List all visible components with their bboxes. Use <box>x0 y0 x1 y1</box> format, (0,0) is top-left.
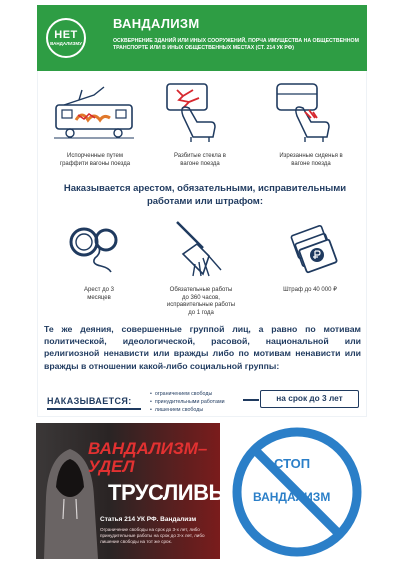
badge-big-text: НЕТ <box>54 29 78 41</box>
punishment-heading: Наказывается арестом, обязательными, исправительными работами или штрафом: <box>63 183 347 207</box>
group-offense-paragraph: Те же деяния, совершенные группой лиц, а равно по мотивам политической, идеологической, расовой, национальной или религиозной ненависти или вражды либо по мотивам ненависти или вражды в отношении какой-либо социальной группы: <box>44 324 361 371</box>
punishment-caption-works: Обязательные работы до 360 часов, исправительные работы до 1 года <box>166 287 236 316</box>
cut-seat-icon <box>275 82 335 142</box>
penalty-connector-line <box>243 399 259 401</box>
offense-caption-seat: Изрезанные сиденья в вагоне поезда <box>279 153 343 167</box>
broom-icon <box>173 218 228 280</box>
vandalism-word: ВАНДАЛИЗМ <box>253 490 331 504</box>
penalty-option: • лишением свободы <box>150 406 225 414</box>
penalty-options-list <box>150 390 225 414</box>
page-title: ВАНДАЛИЗМ <box>113 16 200 31</box>
broken-window-icon <box>163 82 223 142</box>
poster-description: Ограничение свободы на срок до 3-х лет, либо принудительные работы на срок до 3-х лет, либо лишение свободы на тот же срок. <box>100 527 205 544</box>
offense-caption-window: Разбитые стекла в вагоне поезда <box>173 153 226 167</box>
graffiti-train-icon <box>54 85 134 140</box>
stop-word: СТОП <box>274 456 311 471</box>
penalty-label: НАКАЗЫВАЕТСЯ: <box>47 396 132 406</box>
poster-headline: ТРУСЛИВЫХ <box>108 480 244 505</box>
punishment-caption-arrest: Арест до 3 месяцев <box>84 287 114 301</box>
penalty-option: • принудительными работами <box>150 398 225 406</box>
cowardly-vandalism-poster <box>36 423 244 559</box>
ruble-fine-icon <box>288 220 338 270</box>
offense-caption-graffiti: Испорченные путем граффити вагоны поезда <box>59 153 131 167</box>
poster-article: Статья 214 УК РФ. Вандализм <box>100 516 197 523</box>
header-banner <box>37 5 367 71</box>
handcuffs-icon <box>66 222 126 272</box>
penalty-option: • ограничением свободы <box>150 390 225 398</box>
no-vandalism-badge <box>46 18 86 58</box>
penalty-term-box: на срок до 3 лет <box>260 390 359 408</box>
badge-small-text: ВАНДАЛИЗМУ <box>50 41 82 46</box>
punishment-caption-fine: Штраф до 40 000 ₽ <box>283 287 337 293</box>
page-subtitle: ОСКВЕРНЕНИЕ ЗДАНИЙ ИЛИ ИНЫХ СООРУЖЕНИЙ, ПОРЧА ИМУЩЕСТВА НА ОБЩЕСТВЕННОМ ТРАНСПОРТЕ ИЛИ В ИНЫХ ОБЩЕСТВЕННЫХ МЕСТАХ (СТ. 214 УК РФ) <box>113 38 359 51</box>
poster-title: ВАНДАЛИЗМ–УДЕЛ <box>88 439 208 476</box>
stop-vandalism-sign <box>227 424 367 560</box>
penalty-underline <box>47 408 141 410</box>
